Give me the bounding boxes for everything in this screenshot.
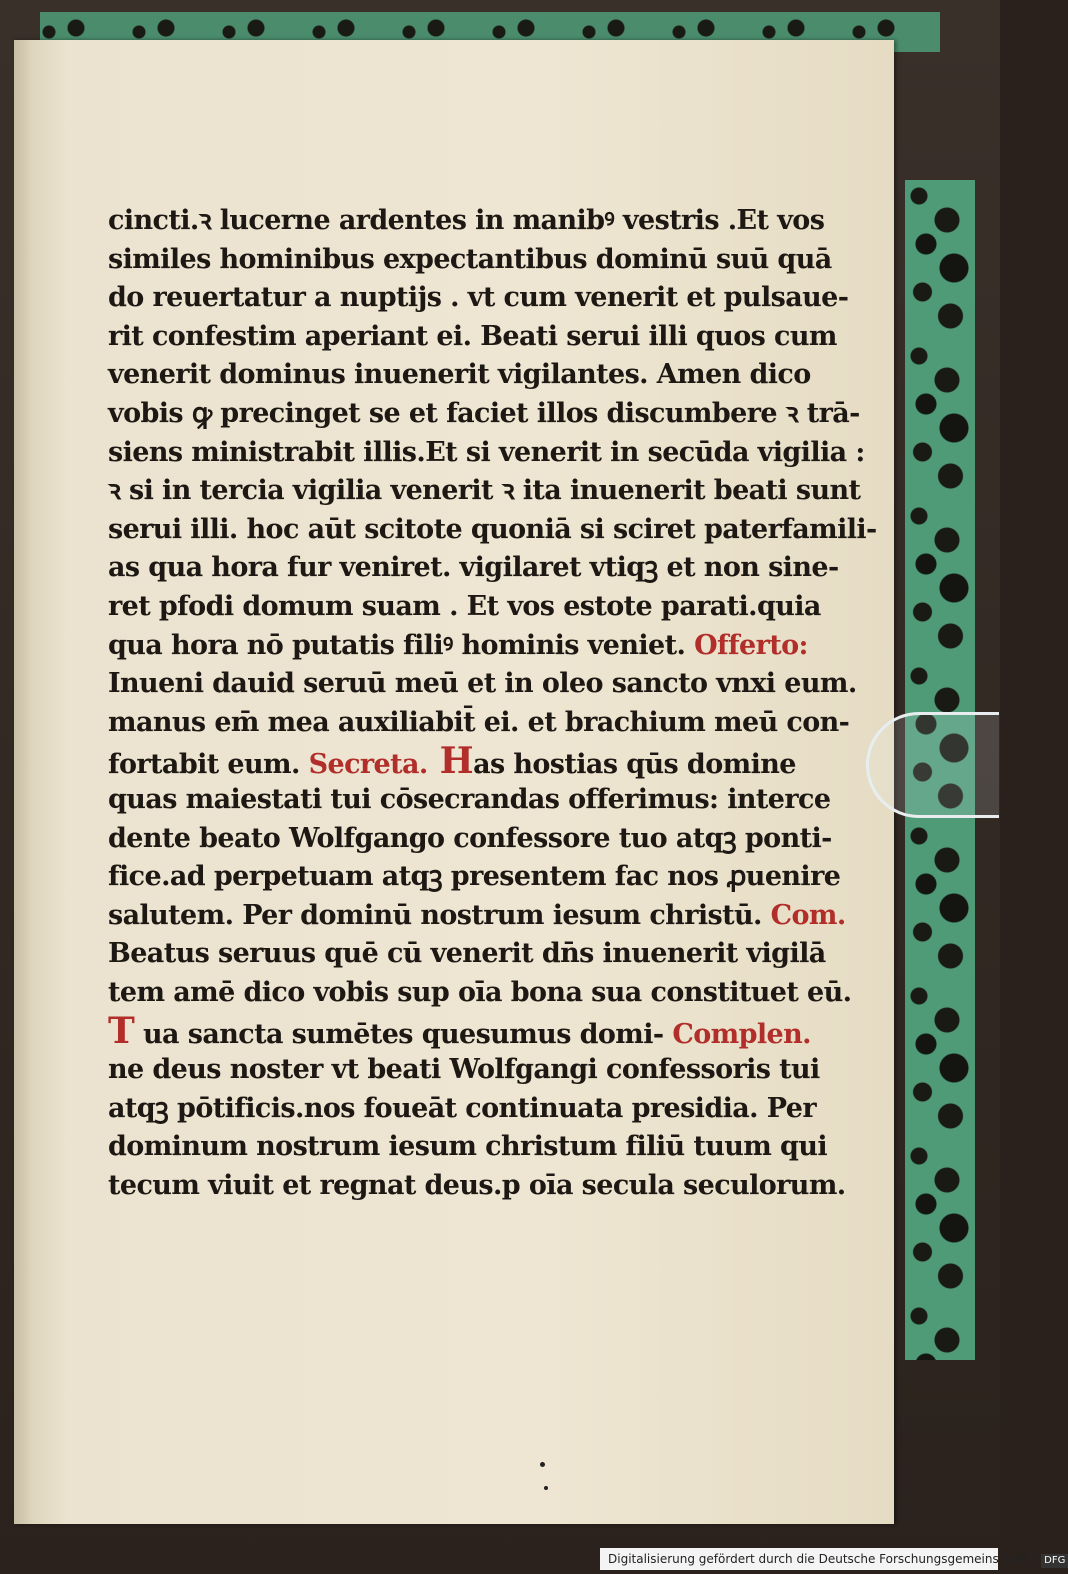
text-line [108,820,832,859]
text-line [108,858,841,897]
bookmark-clip [866,712,999,818]
initial-letter: H [427,740,474,783]
body-text: rit confestim aperiant ei. Beati serui illi quos cum [108,320,837,352]
body-text: manus em̄ mea auxiliabit̄ ei. et brachium meū con- [108,706,850,738]
text-line [108,356,828,395]
body-text: as qua hora fur veniret. vigilaret vtiqꝫ et non sine- [108,552,839,584]
printed-text-block [108,202,877,1205]
body-text: Beatus seruus quē cū venerit dn̄s inuenerit vigilā [108,938,826,970]
digitization-footer [600,1548,1066,1570]
body-text: ne deus noster vt beati Wolfgangi confessoris tui [108,1054,820,1086]
body-text: atqꝫ pōtificis.nos foueāt continuata presidia. Per [108,1092,816,1124]
body-text: do reuertatur a nuptijs . vt cum venerit et pulsaue- [108,282,849,314]
dfg-logo: DFG [1041,1554,1068,1568]
text-line [108,472,861,511]
rubric-text: Offerto: [694,629,808,661]
body-text: serui illi. hoc aūt scitote quoniā si sciret paterfamili- [108,513,877,545]
text-line [108,279,849,318]
body-text: tecum viuit et regnat deus.p oīa secula seculorum. [108,1169,846,1201]
text-line [108,1090,828,1129]
body-text: similes hominibus expectantibus dominū suū quā [108,243,832,275]
text-line [108,1012,828,1051]
body-text: dente beato Wolfgango confessore tuo atqꝫ ponti- [108,822,832,854]
page-gutter-shadow [14,40,32,1524]
body-text: fortabit eum. [108,749,309,781]
text-line [108,627,828,666]
text-line [108,781,831,820]
text-line [108,318,837,357]
rubric-text: Com. [770,899,846,931]
body-text: tem amē dico vobis sup oīa bona sua constituet eū. [108,976,852,1008]
text-line [108,1167,846,1206]
footer-credit-text: Digitalisierung gefördert durch die Deutsche Forschungsgemeinschaft - [608,1552,1038,1566]
body-text: fice.ad perpetuam atqꝫ presentem fac nos ꝓuenire [108,861,841,893]
text-line [108,511,877,550]
text-line [108,434,865,473]
text-line [108,202,828,241]
text-line [108,704,850,743]
text-line [108,935,828,974]
body-text: siens ministrabit illis.Et si venerit in secūda vigilia : [108,436,865,468]
body-text: ret pfodi domum suam . Et vos estote parati.quia [108,590,821,622]
body-text: qua hora nō putatis filiꝰ hominis veniet. [108,629,695,661]
text-line [108,1051,828,1090]
body-text: as hostias qūs domine [473,749,796,781]
body-text: cincti.ꝛ lucerne ardentes in manibꝰ vestris .Et vos [108,205,825,236]
text-line [108,974,852,1013]
body-text: Inueni dauid seruū meū et in oleo sancto vnxi eum. [108,668,857,700]
text-line [108,897,846,936]
body-text: venerit dominus inuenerit vigilantes. Amen dico [108,359,811,391]
text-line [108,665,857,704]
text-line [108,1128,828,1167]
text-line [108,742,828,781]
text-line [108,395,860,434]
body-text: quas maiestati tui cōsecrandas offerimus: interce [108,783,831,815]
body-text: ua sancta sumētes quesumus domi- [134,1019,673,1051]
text-line [108,549,839,588]
rubric-text: Complen. [672,1019,811,1051]
rubric-text: Secreta. [308,749,428,781]
ink-speck [544,1486,548,1490]
text-line [108,241,832,280]
body-text: vobis ꝙ precinget se et faciet illos discumbere ꝛ trā- [108,397,860,429]
body-text: dominum nostrum iesum christum filiū tuum qui [108,1131,828,1163]
initial-letter: T [108,1010,135,1053]
ink-speck [540,1462,545,1467]
body-text: salutem. Per dominū nostrum iesum christū. [108,899,771,931]
text-line [108,588,828,627]
body-text: ꝛ si in tercia vigilia venerit ꝛ ita inuenerit beati sunt [108,475,861,507]
